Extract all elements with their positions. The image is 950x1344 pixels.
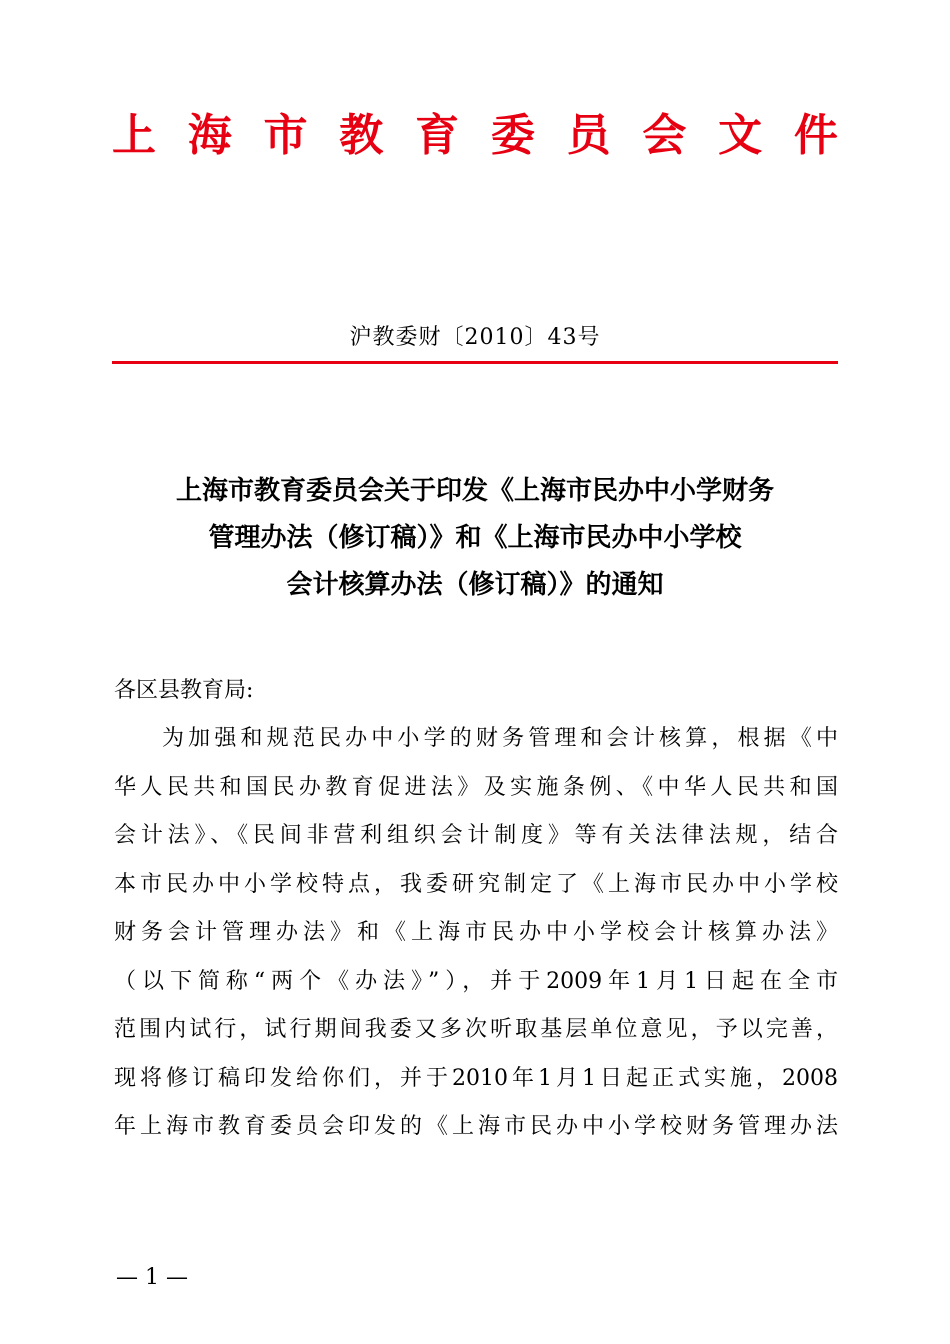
- body-line: 华人民共和国民办教育促进法》及实施条例、《中华人民共和国: [114, 774, 838, 800]
- header-char: 教: [339, 110, 384, 161]
- body-text: [114, 721, 838, 1158]
- header-char: 育: [415, 110, 460, 161]
- header-char: 上: [112, 110, 156, 161]
- body-line: 年上海市教育委员会印发的《上海市民办中小学校财务管理办法: [114, 1114, 838, 1139]
- header-char: 委: [490, 110, 535, 161]
- body-line: 为加强和规范民办中小学的财务管理和会计核算，根据《中: [162, 726, 838, 751]
- document-number: 沪教委财〔2010〕43号: [349, 325, 601, 350]
- title-line: 上海市教育委员会关于印发《上海市民办中小学财务: [175, 476, 774, 506]
- page-number: — 1 —: [116, 1265, 188, 1290]
- body-line: 本市民办中小学校特点，我委研究制定了《上海市民办中小学校: [114, 871, 838, 897]
- body-line: 财务会计管理办法》和《上海市民办中小学校会计核算办法》: [114, 920, 838, 945]
- red-divider: [112, 361, 838, 364]
- header-char: 会: [642, 110, 687, 161]
- header-char: 海: [187, 110, 232, 161]
- document-header: [112, 108, 838, 164]
- body-line: 会计法》、《民间非营利组织会计制度》等有关法律法规，结合: [114, 823, 838, 848]
- header-char: 市: [263, 110, 308, 161]
- body-line: 范围内试行，试行期间我委又多次听取基层单位意见，予以完善，: [114, 1017, 838, 1042]
- title-line: 管理办法（修订稿）》和《上海市民办中小学校: [208, 523, 742, 553]
- header-char: 文: [718, 110, 763, 161]
- title-line: 会计核算办法（修订稿）》的通知: [286, 570, 664, 600]
- document-title: [112, 468, 838, 609]
- header-char: 件: [793, 110, 838, 161]
- salutation: 各区县教育局:: [114, 678, 254, 703]
- body-line: （以下简称“两个《办法》”），并于2009年1月1日起在全市: [114, 968, 838, 994]
- header-char: 员: [566, 110, 611, 161]
- body-line: 现将修订稿印发给你们，并于2010年1月1日起正式实施，2008: [114, 1065, 838, 1091]
